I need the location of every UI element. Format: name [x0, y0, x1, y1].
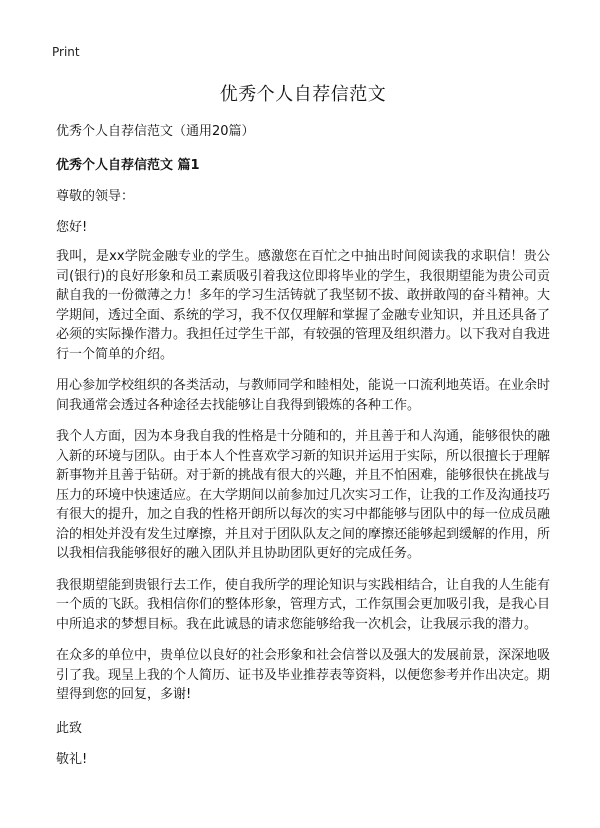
print-link[interactable]: Print [52, 45, 80, 59]
section-title: 优秀个人自荐信范文 篇1 [56, 158, 200, 173]
paragraph-intro: 我叫，是xx学院金融专业的学生。感激您在百忙之中抽出时间阅读我的求职信！贵公司(银行)的良好形象和员工素质吸引着我这位即将毕业的学生，我很期望能为贵公司贡献自我的一份微薄之力！多年的学习生活铸就了我坚韧不拔、敢拼敢闯的奋斗精神。大学期间，透过全面、系统的学习，我不仅仅理解和掌握了金融专业知识，并且还具备了必须的实际操作潜力。我担任过学生干部，有较强的管理及组织潜力。以下我对自我进行一个简单的介绍。 [56, 249, 551, 362]
greeting: 您好! [56, 220, 88, 235]
closing-line: 此致 [56, 720, 83, 736]
paragraph-activities: 用心参加学校组织的各类活动，与教师同学和睦相处，能说一口流利地英语。在业余时间我通常会透过各种途径去找能够让自我得到锻炼的各种工作。 [56, 378, 551, 413]
salutation: 尊敬的领导： [56, 189, 135, 204]
closing-salute: 敬礼! [56, 751, 88, 767]
document-subtitle: 优秀个人自荐信范文（通用20篇） [56, 124, 255, 139]
paragraph-personality: 我个人方面，因为本身我自我的性格是十分随和的，并且善于和人沟通，能够很快的融入新的环境与团队。由于本人个性喜欢学习新的知识并运用于实际，所以很擅长于理解新事物并且善于钻研。对于新的挑战有很大的兴趣，并且不怕困难，能够很快在挑战与压力的环境中快速适应。在大学期间以前参加过几次实习工作，让我的工作及沟通技巧有很大的提升，加之自我的性格开朗所以每次的实习中都能够与团队中的每一位成员融洽的相处并没有发生过摩擦，并且对于团队队友之间的摩擦还能够起到缓解的作用，所以我相信我能够很好的融入团队并且协助团队更好的完成任务。 [56, 429, 551, 561]
page-title: 优秀个人自荐信范文 [219, 84, 387, 105]
paragraph-aspiration: 我很期望能到贵银行去工作，使自我所学的理论知识与实践相结合，让自我的人生能有一个质的飞跃。我相信你们的整体形象，管理方式，工作氛围会更加吸引我，是我心目中所追求的梦想目标。我在此诚恳的请求您能够给我一次机会，让我展示我的潜力。 [56, 577, 551, 632]
paragraph-conclusion: 在众多的单位中，贵单位以良好的社会形象和社会信誉以及强大的发展前景，深深地吸引了我。现呈上我的个人简历、证书及毕业推荐表等资料，以便您参考并作出决定。期望得到您的回复，多谢! [56, 648, 551, 702]
